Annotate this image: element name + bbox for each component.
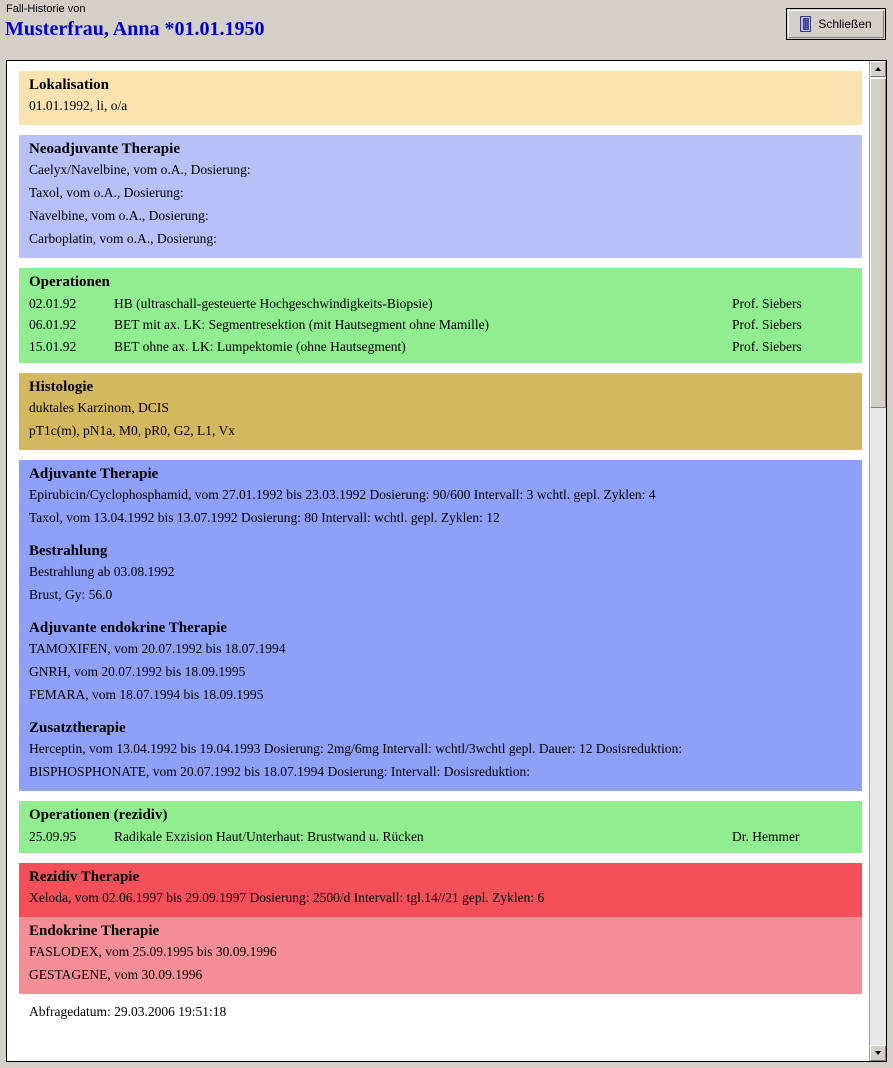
adjuvante-endokrine-line: FEMARA, vom 18.07.1994 bis 18.09.1995 [29, 686, 264, 702]
histologie-line: duktales Karzinom, DCIS [29, 400, 169, 416]
section-title-lokalisation: Lokalisation [29, 77, 110, 93]
scroll-up-button[interactable] [870, 61, 886, 77]
endokrine-therapie-line: FASLODEX, vom 25.09.1995 bis 30.09.1996 [29, 944, 277, 960]
chevron-up-icon [875, 67, 881, 71]
section-neoadjuvante-therapie [19, 135, 862, 258]
operation-doctor: Prof. Siebers [732, 338, 802, 354]
section-histologie [19, 373, 862, 450]
operation-date: 25.09.95 [29, 828, 77, 844]
neoadjuvante-line: Taxol, vom o.A., Dosierung: [29, 184, 184, 200]
operation-doctor: Prof. Siebers [732, 295, 802, 311]
close-button-label: Schließen [818, 17, 872, 31]
operation-description: BET mit ax. LK: Segmentresektion (mit Hautsegment ohne Mamille) [114, 317, 490, 333]
zusatztherapie-line: BISPHOSPHONATE, vom 20.07.1992 bis 18.07.1994 Dosierung: Intervall: Dosisreduktion: [29, 763, 530, 779]
section-title-rezidiv-therapie: Rezidiv Therapie [29, 869, 140, 886]
section-title-histologie: Histologie [29, 379, 94, 396]
section-title-operationen-rezidiv: Operationen (rezidiv) [29, 806, 168, 823]
section-title-adjuvante-endokrine: Adjuvante endokrine Therapie [29, 619, 228, 636]
section-title-neoadjuvante: Neoadjuvante Therapie [29, 140, 180, 157]
section-bestrahlung [19, 537, 862, 614]
operation-date: 15.01.92 [29, 338, 77, 354]
section-title-adjuvante: Adjuvante Therapie [29, 466, 159, 483]
section-operationen [19, 268, 862, 364]
scrollbar-thumb[interactable] [870, 78, 886, 408]
close-button[interactable] [786, 8, 886, 40]
section-title-zusatztherapie: Zusatztherapie [29, 719, 126, 736]
scroll-down-button[interactable] [870, 1045, 886, 1061]
section-title-endokrine-therapie: Endokrine Therapie [29, 923, 160, 940]
operation-date: 02.01.92 [29, 295, 77, 311]
header-label: Fall-Historie von [6, 3, 86, 15]
adjuvante-endokrine-line: TAMOXIFEN, vom 20.07.1992 bis 18.07.1994 [29, 640, 286, 656]
adjuvante-line: Epirubicin/Cyclophosphamid, vom 27.01.1992 bis 23.03.1992 Dosierung: 90/600 Intervall: 3 wchtl. gepl. Zyklen: 4 [29, 487, 656, 503]
query-date: Abfragedatum: 29.03.2006 19:51:18 [29, 1003, 227, 1019]
operation-doctor: Prof. Siebers [732, 317, 802, 333]
section-endokrine-therapie [19, 917, 862, 994]
operation-description: Radikale Exzision Haut/Unterhaut: Brustwand u. Rücken [114, 828, 424, 844]
section-adjuvante-therapie [19, 460, 862, 537]
neoadjuvante-line: Carboplatin, vom o.A., Dosierung: [29, 230, 217, 246]
section-title-operationen: Operationen [29, 273, 110, 290]
endokrine-therapie-line: GESTAGENE, vom 30.09.1996 [29, 966, 203, 982]
vertical-scrollbar[interactable] [869, 61, 886, 1061]
adjuvante-endokrine-line: GNRH, vom 20.07.1992 bis 18.09.1995 [29, 663, 246, 679]
lokalisation-line: 01.01.1992, li, o/a [29, 98, 128, 113]
neoadjuvante-line: Navelbine, vom o.A., Dosierung: [29, 207, 209, 223]
table-row [29, 336, 862, 358]
table-row [29, 826, 862, 848]
chevron-down-icon [875, 1051, 881, 1055]
rezidiv-therapie-line: Xeloda, vom 02.06.1997 bis 29.09.1997 Dosierung: 2500/d Intervall: tgl.14//21 gepl. Zyklen: 6 [29, 890, 545, 906]
door-exit-icon [800, 16, 813, 32]
window-titlebar [0, 0, 893, 48]
bestrahlung-line: Bestrahlung ab 03.08.1992 [29, 564, 175, 580]
section-lokalisation [19, 71, 862, 125]
section-title-bestrahlung: Bestrahlung [29, 543, 108, 560]
adjuvante-group [19, 460, 869, 790]
patient-name-heading: Musterfrau, Anna *01.01.1950 [5, 18, 265, 40]
section-operationen-rezidiv [19, 801, 862, 854]
adjuvante-line: Taxol, vom 13.04.1992 bis 13.07.1992 Dosierung: 80 Intervall: wchtl. gepl. Zyklen: 12 [29, 510, 500, 526]
section-rezidiv-therapie [19, 863, 862, 917]
section-adjuvante-endokrine-therapie [19, 614, 862, 714]
table-row [29, 293, 862, 315]
histologie-line: pT1c(m), pN1a, M0, pR0, G2, L1, Vx [29, 423, 235, 439]
section-zusatztherapie [19, 714, 862, 791]
operation-description: BET ohne ax. LK: Lumpektomie (ohne Hautsegment) [114, 338, 406, 354]
operation-doctor: Dr. Hemmer [732, 828, 800, 844]
bestrahlung-line: Brust, Gy: 56.0 [29, 587, 113, 602]
history-panel [6, 60, 887, 1062]
table-row [29, 314, 862, 336]
neoadjuvante-line: Caelyx/Navelbine, vom o.A., Dosierung: [29, 161, 251, 177]
zusatztherapie-line: Herceptin, vom 13.04.1992 bis 19.04.1993 Dosierung: 2mg/6mg Intervall: wchtl/3wchtl gepl. Dauer: 12 Dosisreduktion: [29, 740, 683, 756]
rezidiv-group [19, 863, 869, 994]
history-content [7, 61, 869, 1061]
operation-description: HB (ultraschall-gesteuerte Hochgeschwindigkeits-Biopsie) [114, 295, 433, 311]
operation-date: 06.01.92 [29, 317, 77, 333]
